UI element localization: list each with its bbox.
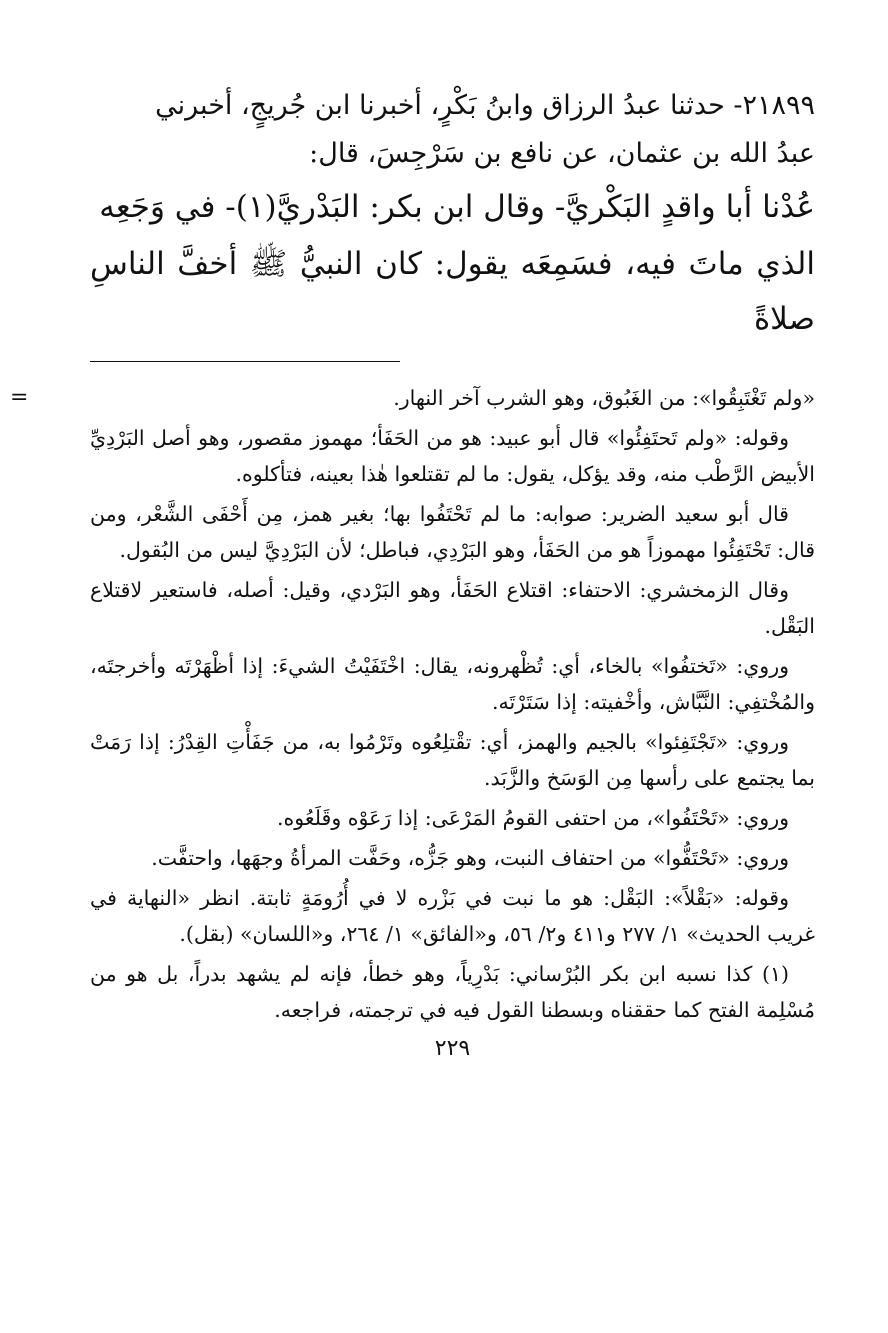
footnote-paragraph: وقوله: «بَقْلاً»: البَقْل: هو ما نبت في بَزْره لا في أُرُومَةٍ ثابتة. انظر «النهاية في غريب الحديث» ١/ ٢٧٧ و٤١١ و٢/ ٥٦، و«الفائق» ١/ ٢٦٤، و«اللسان» (بقل).: [90, 886, 815, 946]
footnote-paragraph: وقوله: «ولم تَحتَفِئُوا» قال أبو عبيد: هو من الحَفَأ؛ مهموز مقصور، وهو أصل البَرْدِيِّ الأبيض الرَّطْب منه، وقد يؤكل، يقول: ما لم تقتلعوا هٰذا بعينه، فتأكلوه.: [90, 426, 815, 486]
hadith-text: [90, 82, 815, 347]
footnote-paragraph: قال أبو سعيد الضرير: صوابه: ما لم تَحْتَفُوا بها؛ بغير همز، مِن أَحْفَى الشَّعْر، ومن قال: تَحْتَفِئُوا مهموزاً هو من الحَفَأ، وهو البَرْدِي، فباطل؛ لأن البَرْدِيَّ ليس من البُقول.: [90, 502, 815, 562]
hadith-line-1: ٢١٨٩٩- حدثنا عبدُ الرزاق وابنُ بَكْرٍ، أخبرنا ابن جُريجٍ، أخبرني: [155, 90, 815, 121]
document-page: [10, 82, 815, 1066]
footnote-paragraph: وروي: «تَحْتَفُوا»، من احتفى القومُ المَرْعَى: إذا رَعَوْه وقَلَعُوه.: [277, 806, 789, 830]
page-number: ٢٢٩: [434, 1036, 471, 1061]
hadith-line-2: عبدُ الله بن عثمان، عن نافع بن سَرْجِسَ، قال:: [309, 138, 815, 169]
footnote-separator: [90, 361, 400, 362]
continuation-mark: =: [10, 385, 29, 410]
hadith-line-3: عُدْنا أبا واقدٍ البَكْريَّ- وقال ابن بكر: البَدْريَّ(١)- في وَجَعِه: [99, 189, 815, 225]
footnotes: [10, 380, 815, 1028]
footnote-paragraph: وقال الزمخشري: الاحتفاء: اقتلاع الحَفَأ، وهو البَرْدي، وقيل: أصله، فاستعير لاقتلاع البَقْل.: [90, 578, 815, 638]
footnote-paragraph: وروي: «تَجْتَفِئوا» بالجيم والهمز، أي: تقْتلِعُوه وتَرْمُوا به، من جَفَأْتِ القِدْرُ: إذا رَمَتْ بما يجتمع على رأسها مِن الوَسَخ والزَّبَد.: [90, 730, 815, 790]
footnote-paragraph: «ولم تَغْتَبِقُوا»: من الغَبُوق، وهو الشرب آخر النهار.: [393, 386, 815, 410]
footnote-paragraph: وروي: «تَحْتَفُّوا» من احتفاف النبت، وهو جَزُّه، وحَفَّت المرأةُ وجهَها، واحتفَّت.: [151, 846, 789, 870]
footnote-1: (١) كذا نسبه ابن بكر البُرْساني: بَدْرِياً، وهو خطأ، فإنه لم يشهد بدراً، بل هو من مُسْلِمة الفتح كما حققناه وبسطنا القول فيه في ترجمته، فراجعه.: [90, 962, 815, 1022]
footnote-paragraph: وروي: «تَختفُوا» بالخاء، أي: تُظْهرونه، يقال: اخْتَفَيْتُ الشيءَ: إذا أظْهَرْتَه وأخرجتَه، والمُخْتفِي: النَّبَّاش، وأخْفيته: إذا سَتَرْتَه.: [90, 654, 815, 714]
hadith-line-4: الذي ماتَ فيه، فسَمِعَه يقول: كان النبيُّ ﷺ أخفَّ الناسِ صلاةً: [90, 246, 815, 337]
